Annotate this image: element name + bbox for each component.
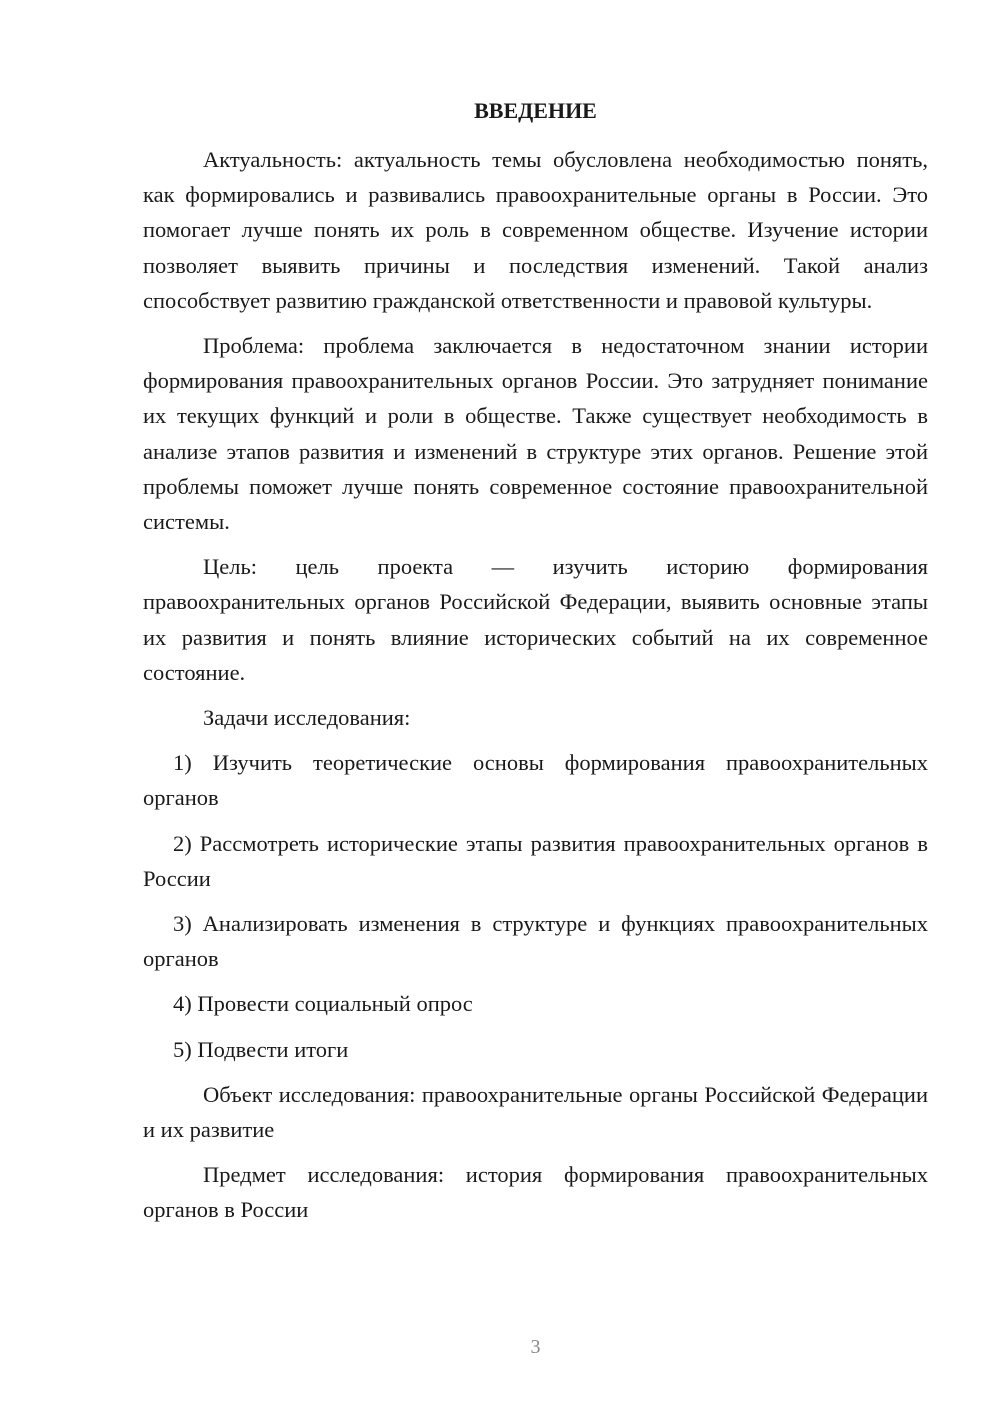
paragraph-tasks-heading: Задачи исследования:: [203, 705, 411, 731]
page-title: ВВЕДЕНИЕ: [474, 98, 597, 123]
list-item-task-1: 1) Изучить теоретические основы формирования правоохранительных органов: [143, 750, 928, 811]
paragraph-problem: Проблема: проблема заключается в недостаточном знании истории формирования правоохранительных органов России. Это затрудняет понимание их текущих функций и роли в обществе. Также существует необходимость в анализе этапов развития и изменений в структуре этих органов. Решение этой проблемы поможет лучше понять современное состояние правоохранительной системы.: [143, 333, 928, 535]
list-item-task-2: 2) Рассмотреть исторические этапы развития правоохранительных органов в России: [143, 830, 928, 891]
list-item-task-4: 4) Провести социальный опрос: [173, 991, 473, 1017]
paragraph-subject: Предмет исследования: история формирования правоохранительных органов в России: [143, 1162, 928, 1223]
paragraph-goal: Цель: цель проекта — изучить историю формирования правоохранительных органов Российской Федерации, выявить основные этапы их развития и понять влияние исторических событий на их современное состояние.: [143, 554, 928, 685]
document-page: [143, 0, 928, 1414]
document-body: [143, 142, 928, 1238]
page-number: 3: [530, 1336, 541, 1358]
list-item-task-3: 3) Анализировать изменения в структуре и функциях правоохранительных органов: [143, 911, 928, 972]
paragraph-object: Объект исследования: правоохранительные органы Российской Федерации и их развитие: [143, 1081, 928, 1143]
paragraph-relevance: Актуальность: актуальность темы обусловлена необходимостью понять, как формировались и развивались правоохранительные органы в России. Это помогает лучше понять их роль в современном обществе. Изучение истории позволяет выявить причины и последствия изменений. Такой анализ способствует развитию гражданской ответственности и правовой культуры.: [143, 147, 928, 313]
list-item-task-5: 5) Подвести итоги: [173, 1036, 349, 1062]
